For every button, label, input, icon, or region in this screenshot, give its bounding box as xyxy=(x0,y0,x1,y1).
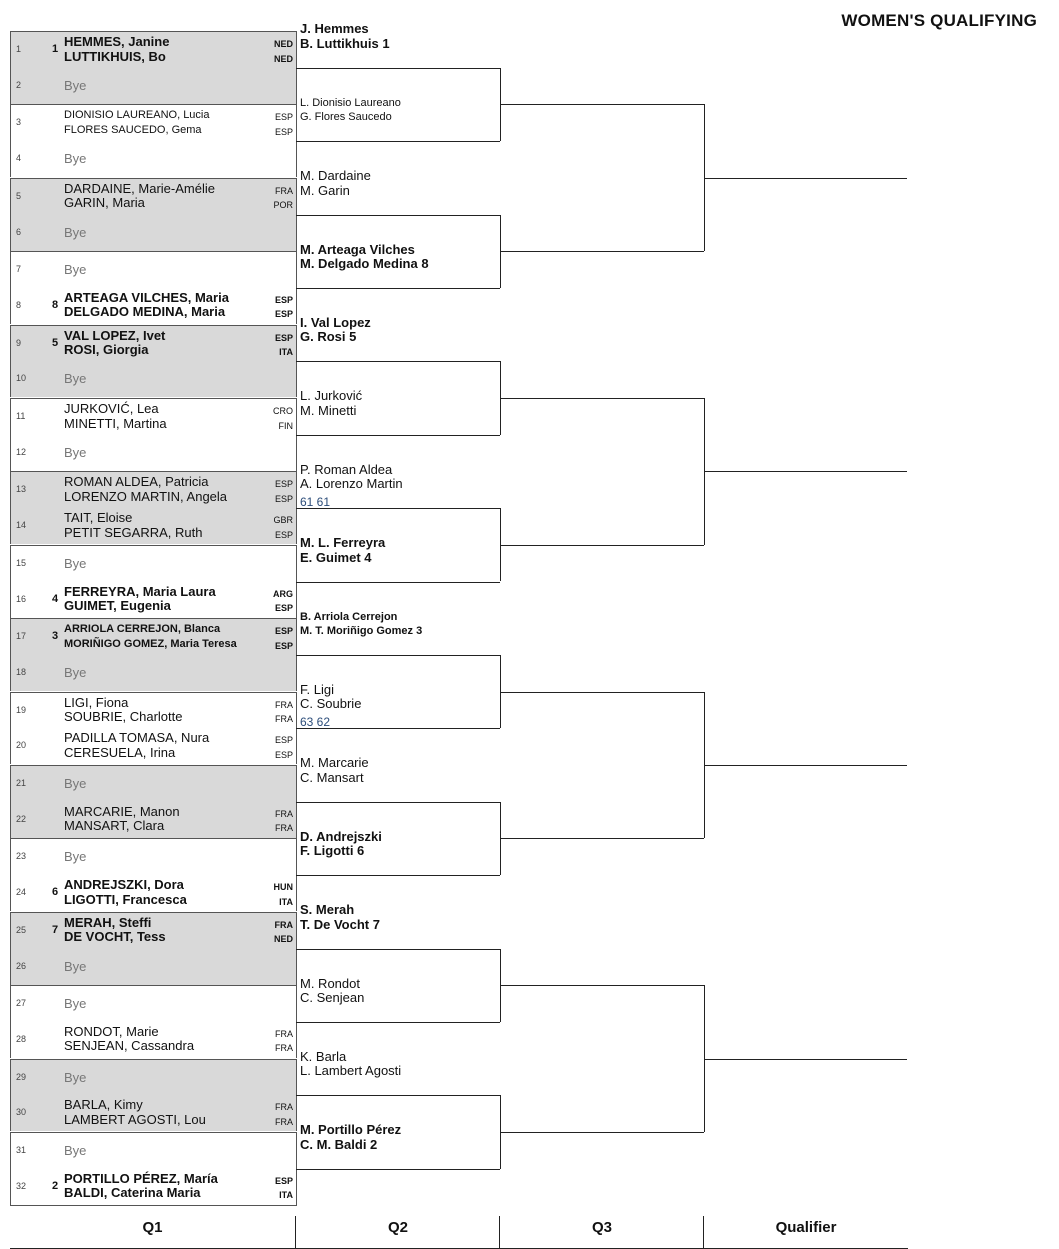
q1-slot xyxy=(10,985,297,1022)
bracket-line xyxy=(296,1095,500,1096)
q2-player: M. Dardaine xyxy=(300,168,371,184)
player-name: DELGADO MEDINA, Maria xyxy=(64,304,226,320)
q2-team xyxy=(300,903,380,932)
q2-player: M. Garin xyxy=(300,182,350,198)
q1-slot xyxy=(10,178,297,215)
slot-number: 1 xyxy=(16,44,22,54)
player-nation: NED xyxy=(273,39,293,49)
player-nation: ESP xyxy=(274,112,293,123)
team-names xyxy=(64,878,187,907)
q2-team xyxy=(300,977,364,1006)
q2-player: M. Rondot xyxy=(300,975,360,991)
player-name: GARIN, Maria xyxy=(64,195,145,211)
player-name: MORIÑIGO GOMEZ, Maria Teresa xyxy=(64,637,237,650)
q1-slot xyxy=(10,31,297,68)
player-nation: FRA xyxy=(275,823,293,834)
seed-number: 6 xyxy=(52,886,59,899)
player-nation: NED xyxy=(273,53,293,64)
q2-player: M. Portillo Pérez xyxy=(300,1122,402,1138)
bracket-line xyxy=(704,1059,907,1060)
bye-label: Bye xyxy=(64,1069,87,1085)
team-nations xyxy=(275,1100,293,1129)
bracket-line xyxy=(500,1132,704,1133)
q2-player: L. Dionisio Laureano xyxy=(300,96,401,109)
q2-player: T. De Vocht 7 xyxy=(300,916,380,932)
player-nation: ESP xyxy=(274,309,293,320)
q1-slot xyxy=(10,1059,297,1096)
q2-player: C. Soubrie xyxy=(300,696,362,712)
q2-team xyxy=(300,1050,401,1079)
team-nations xyxy=(273,587,293,616)
team-nations xyxy=(275,624,293,653)
player-name: ARTEAGA VILCHES, Maria xyxy=(64,289,229,305)
slot-number: 25 xyxy=(16,924,27,935)
slot-number: 12 xyxy=(16,446,27,457)
player-nation: ITA xyxy=(279,896,293,907)
q1-slot xyxy=(10,949,297,985)
bracket-line xyxy=(296,68,500,69)
q2-player: M. T. Moriñigo Gomez 3 xyxy=(300,625,423,638)
q2-player: S. Merah xyxy=(300,902,355,918)
bracket-line xyxy=(296,1022,500,1023)
slot-number: 29 xyxy=(16,1071,27,1082)
player-nation: ESP xyxy=(274,640,293,651)
q1-slot xyxy=(10,618,297,655)
player-nation: ITA xyxy=(279,347,293,358)
bye-label: Bye xyxy=(64,151,87,167)
bye-label: Bye xyxy=(64,555,87,571)
slot-number: 32 xyxy=(16,1180,27,1191)
team-nations xyxy=(275,807,293,836)
player-nation: FRA xyxy=(275,808,293,819)
player-nation: ESP xyxy=(274,735,293,746)
team-nations xyxy=(273,513,293,542)
bracket-line xyxy=(500,545,704,546)
bye-label: Bye xyxy=(64,996,87,1012)
q1-slot xyxy=(10,508,297,544)
bracket-line xyxy=(296,949,500,950)
player-nation: FRA xyxy=(274,919,293,930)
player-nation: FIN xyxy=(278,420,293,431)
player-name: TAIT, Eloise xyxy=(64,510,133,526)
q1-slot xyxy=(10,875,297,911)
match-score: 61 61 xyxy=(300,494,331,509)
seed-number: 4 xyxy=(52,592,59,605)
bracket-line xyxy=(296,802,500,803)
q2-player: J. Hemmes xyxy=(300,21,369,37)
team-names xyxy=(64,696,183,725)
player-name: MANSART, Clara xyxy=(64,818,165,834)
player-nation: FRA xyxy=(275,714,293,725)
player-nation: HUN xyxy=(273,882,293,893)
q1-slot xyxy=(10,582,297,618)
q2-player: F. Ligotti 6 xyxy=(300,843,365,859)
bracket-line xyxy=(296,728,500,729)
player-nation: ESP xyxy=(274,294,293,305)
q1-slot xyxy=(10,655,297,691)
team-nations xyxy=(275,331,293,360)
player-nation: ESP xyxy=(274,529,293,540)
slot-number: 24 xyxy=(16,887,27,898)
team-nations xyxy=(274,37,293,66)
player-name: BARLA, Kimy xyxy=(64,1097,143,1113)
q1-slot xyxy=(10,1132,297,1169)
player-name: HEMMES, Janine xyxy=(64,34,170,49)
q1-slot xyxy=(10,288,297,324)
q2-team xyxy=(300,243,429,272)
q2-team xyxy=(300,169,371,198)
q1-slot xyxy=(10,765,297,802)
bye-label: Bye xyxy=(64,958,87,974)
team-nations xyxy=(275,110,293,139)
player-name: LIGOTTI, Francesca xyxy=(64,891,187,907)
q2-player: G. Rosi 5 xyxy=(300,329,357,345)
q1-slot xyxy=(10,325,297,362)
q2-team xyxy=(300,316,371,345)
bye-label: Bye xyxy=(64,77,87,93)
slot-number: 15 xyxy=(16,557,27,568)
q1-slot xyxy=(10,728,297,764)
q2-player: P. Roman Aldea xyxy=(300,461,393,477)
bye-label: Bye xyxy=(64,849,87,865)
q2-player: M. Delgado Medina 8 xyxy=(300,256,429,272)
player-nation: ESP xyxy=(274,1175,293,1186)
bye-label: Bye xyxy=(64,224,87,240)
player-name: PORTILLO PÉREZ, María xyxy=(64,1170,218,1186)
team-names xyxy=(64,731,209,760)
slot-number: 30 xyxy=(16,1107,27,1118)
player-name: LIGI, Fiona xyxy=(64,694,129,710)
q2-team xyxy=(300,610,422,639)
team-names xyxy=(64,511,202,540)
team-names xyxy=(64,1098,206,1127)
team-nations xyxy=(275,733,293,762)
team-names xyxy=(64,108,210,137)
team-names xyxy=(64,805,180,834)
slot-number: 23 xyxy=(16,851,27,862)
slot-number: 10 xyxy=(16,373,27,384)
bracket-line xyxy=(296,215,500,216)
seed-number: 8 xyxy=(52,298,59,311)
slot-number: 6 xyxy=(16,226,22,237)
q1-slot xyxy=(10,435,297,471)
player-name: MERAH, Steffi xyxy=(64,914,152,930)
player-name: ROSI, Giorgia xyxy=(64,342,149,358)
player-nation: FRA xyxy=(275,1102,293,1113)
slot-number: 18 xyxy=(16,666,27,677)
slot-number: 28 xyxy=(16,1033,27,1044)
q2-player: A. Lorenzo Martin xyxy=(300,476,403,492)
bye-label: Bye xyxy=(64,1143,87,1158)
player-name: BALDI, Caterina Maria xyxy=(64,1185,201,1201)
q1-slot xyxy=(10,361,297,397)
bracket-line xyxy=(296,141,500,142)
player-nation: GBR xyxy=(273,515,293,526)
player-nation: FRA xyxy=(275,1043,293,1054)
q1-slot xyxy=(10,692,297,729)
q1-slot xyxy=(10,471,297,508)
player-name: LUTTIKHUIS, Bo xyxy=(64,48,166,64)
round-label-q2: Q2 xyxy=(295,1216,500,1249)
team-nations xyxy=(275,698,293,727)
q2-player: M. L. Ferreyra xyxy=(300,535,386,551)
player-name: LAMBERT AGOSTI, Lou xyxy=(64,1111,206,1127)
team-nations xyxy=(275,1027,293,1056)
bracket-line xyxy=(500,398,704,399)
bracket-line xyxy=(704,765,907,766)
bracket-line xyxy=(704,178,907,179)
bracket-line xyxy=(500,692,704,693)
player-name: JURKOVIĆ, Lea xyxy=(64,401,159,416)
slot-number: 11 xyxy=(16,411,26,421)
team-names xyxy=(64,475,227,504)
q2-player: C. Mansart xyxy=(300,769,364,785)
bracket-line xyxy=(500,251,704,252)
seed-number: 5 xyxy=(52,336,59,349)
slot-number: 19 xyxy=(16,704,27,715)
player-nation: FRA xyxy=(275,1028,293,1039)
slot-number: 17 xyxy=(16,631,27,642)
q1-slot xyxy=(10,1022,297,1058)
bracket-line xyxy=(296,1169,500,1170)
q2-player: B. Luttikhuis 1 xyxy=(300,35,390,51)
bracket-line xyxy=(296,582,500,583)
slot-number: 4 xyxy=(16,153,22,164)
player-nation: ESP xyxy=(274,493,293,504)
seed-number: 7 xyxy=(52,923,59,936)
q1-slot xyxy=(10,838,297,875)
player-name: PADILLA TOMASA, Nura xyxy=(64,730,210,746)
player-name: ANDREJSZKI, Dora xyxy=(64,877,184,893)
q1-slot xyxy=(10,215,297,251)
q2-team xyxy=(300,22,390,51)
team-nations xyxy=(273,404,293,433)
bye-label: Bye xyxy=(64,664,87,680)
round-label-q3: Q3 xyxy=(499,1216,704,1249)
player-nation: ESP xyxy=(274,126,293,137)
q1-slot xyxy=(10,912,297,949)
round-label-q1: Q1 xyxy=(10,1216,295,1249)
player-name: DE VOCHT, Tess xyxy=(64,929,166,945)
player-nation: ITA xyxy=(279,1190,293,1201)
q2-team xyxy=(300,536,385,565)
player-name: PETIT SEGARRA, Ruth xyxy=(64,524,203,540)
q2-player: K. Barla xyxy=(300,1048,347,1064)
slot-number: 20 xyxy=(16,740,27,751)
slot-number: 14 xyxy=(16,520,27,531)
q2-player: C. M. Baldi 2 xyxy=(300,1136,378,1152)
slot-number: 3 xyxy=(16,117,22,128)
q1-slot xyxy=(10,68,297,104)
team-nations xyxy=(274,880,294,909)
slot-number: 16 xyxy=(16,593,27,604)
player-nation: CRO xyxy=(273,406,293,416)
player-name: SOUBRIE, Charlotte xyxy=(64,709,183,725)
q1-slot xyxy=(10,141,297,177)
slot-number: 31 xyxy=(16,1145,27,1155)
team-names xyxy=(64,1172,218,1201)
q2-team xyxy=(300,683,361,712)
player-nation: ESP xyxy=(274,603,293,613)
player-name: FLORES SAUCEDO, Gema xyxy=(64,123,202,136)
player-nation: FRA xyxy=(275,185,293,196)
q2-player: D. Andrejszki xyxy=(300,828,382,844)
team-names xyxy=(64,916,166,945)
slot-number: 9 xyxy=(16,337,22,348)
team-nations xyxy=(275,293,293,322)
bracket-line xyxy=(500,985,704,986)
q2-team xyxy=(300,96,401,125)
round-label-qualifier: Qualifier xyxy=(703,1216,908,1249)
seed-number: 2 xyxy=(52,1179,59,1192)
q2-player: B. Arriola Cerrejon xyxy=(300,610,398,623)
team-names xyxy=(64,35,169,64)
q2-player: C. Senjean xyxy=(300,990,365,1006)
bracket-line xyxy=(296,655,500,656)
q2-player: G. Flores Saucedo xyxy=(300,111,392,124)
match-score: 63 62 xyxy=(300,714,331,729)
q2-team xyxy=(300,830,382,859)
q1-slot xyxy=(10,104,297,141)
team-names xyxy=(64,329,165,358)
team-names xyxy=(64,182,215,211)
team-names xyxy=(64,585,216,614)
q2-player: M. Arteaga Vilches xyxy=(300,241,415,257)
player-name: DIONISIO LAUREANO, Lucia xyxy=(64,109,210,122)
player-name: CERESUELA, Irina xyxy=(64,744,176,760)
player-nation: ESP xyxy=(274,332,293,343)
q1-slot xyxy=(10,1169,297,1206)
slot-number: 5 xyxy=(16,190,22,201)
team-names xyxy=(64,291,229,320)
bye-label: Bye xyxy=(64,776,87,791)
q1-slot xyxy=(10,1095,297,1131)
slot-number: 27 xyxy=(16,998,27,1009)
team-nations xyxy=(275,1174,293,1203)
team-nations xyxy=(275,477,293,506)
q2-player: L. Jurković xyxy=(300,388,363,404)
team-names xyxy=(64,1025,194,1054)
player-nation: NED xyxy=(273,934,293,945)
q2-team xyxy=(300,756,369,785)
player-name: RONDOT, Marie xyxy=(64,1023,159,1039)
slot-number: 8 xyxy=(16,299,22,310)
player-name: MINETTI, Martina xyxy=(64,415,167,431)
slot-number: 13 xyxy=(16,484,27,495)
q2-player: L. Lambert Agosti xyxy=(300,1063,402,1079)
player-name: FERREYRA, Maria Laura xyxy=(64,583,216,599)
seed-number: 1 xyxy=(52,43,59,55)
round-footer xyxy=(10,1216,907,1248)
bye-label: Bye xyxy=(64,262,87,278)
player-nation: ESP xyxy=(274,479,293,490)
player-name: GUIMET, Eugenia xyxy=(64,598,171,613)
q2-player: M. Marcarie xyxy=(300,755,369,771)
q2-team xyxy=(300,463,403,492)
player-name: MARCARIE, Manon xyxy=(64,803,180,819)
bracket-line xyxy=(296,875,500,876)
slot-number: 21 xyxy=(16,778,27,788)
page-title: WOMEN'S QUALIFYING xyxy=(841,11,1037,30)
player-nation: ESP xyxy=(274,626,293,637)
q2-team xyxy=(300,389,362,418)
player-name: ROMAN ALDEA, Patricia xyxy=(64,474,209,490)
bracket-line xyxy=(296,435,500,436)
team-names xyxy=(64,622,237,651)
q2-player: F. Ligi xyxy=(300,681,334,697)
slot-number: 2 xyxy=(16,79,22,90)
bye-label: Bye xyxy=(64,371,87,387)
slot-number: 26 xyxy=(16,960,27,971)
seed-number: 3 xyxy=(52,630,59,643)
bracket-line xyxy=(500,104,704,105)
q2-player: E. Guimet 4 xyxy=(300,549,372,565)
player-name: DARDAINE, Marie-Amélie xyxy=(64,180,215,196)
bracket-line xyxy=(704,471,907,472)
player-nation: FRA xyxy=(275,1116,293,1127)
q1-slot xyxy=(10,545,297,582)
player-nation: POR xyxy=(273,200,293,211)
player-nation: FRA xyxy=(275,699,293,710)
bracket-line xyxy=(296,508,500,509)
slot-number: 22 xyxy=(16,813,27,824)
q1-slot xyxy=(10,802,297,838)
q1-slot xyxy=(10,251,297,288)
team-nations xyxy=(274,918,293,947)
player-name: VAL LOPEZ, Ivet xyxy=(64,327,166,343)
bye-label: Bye xyxy=(64,444,87,460)
bracket-line xyxy=(296,361,500,362)
player-name: LORENZO MARTIN, Angela xyxy=(64,488,228,504)
q2-player: M. Minetti xyxy=(300,402,357,418)
q1-slot xyxy=(10,398,297,435)
q2-team xyxy=(300,1123,401,1152)
team-names xyxy=(64,402,167,431)
bracket-line xyxy=(500,838,704,839)
slot-number: 7 xyxy=(16,264,22,275)
player-nation: ARG xyxy=(273,588,293,599)
player-nation: ESP xyxy=(274,749,293,760)
player-name: SENJEAN, Cassandra xyxy=(64,1038,195,1054)
bracket-line xyxy=(296,288,500,289)
player-name: ARRIOLA CERREJON, Blanca xyxy=(64,623,221,636)
q2-player: I. Val Lopez xyxy=(300,314,371,330)
team-nations xyxy=(273,184,293,213)
